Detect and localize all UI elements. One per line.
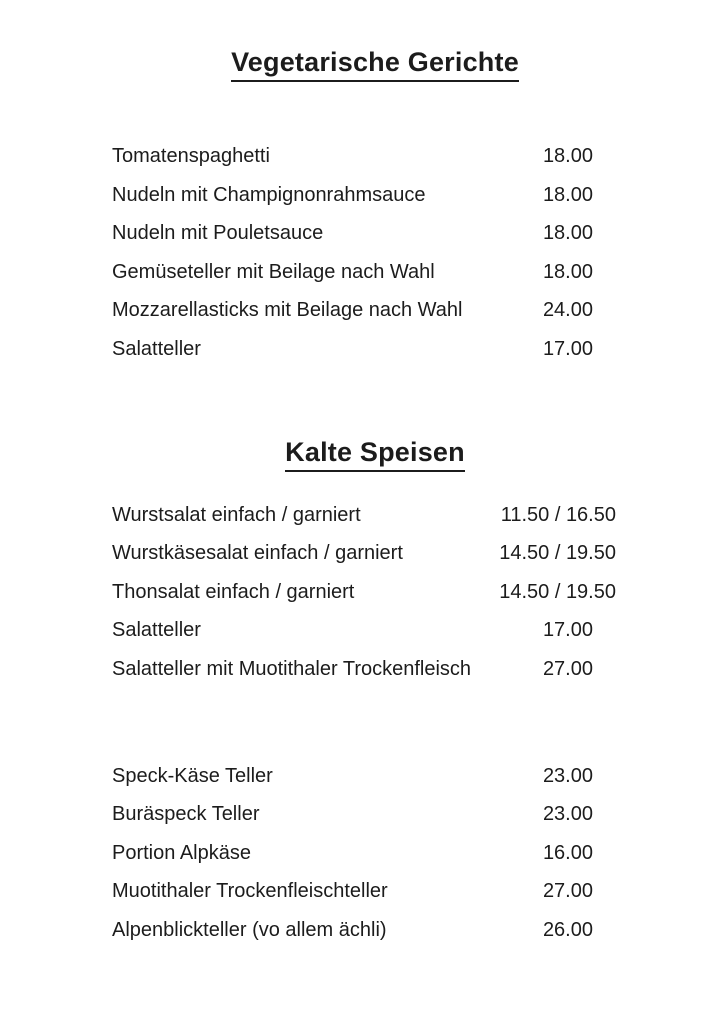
menu-items-vegetarische (112, 137, 638, 369)
section-title-text: Kalte Speisen (285, 437, 465, 472)
menu-item-row (112, 911, 638, 950)
item-price: 18.00 (542, 260, 593, 283)
menu-item-row (112, 330, 638, 369)
menu-items-kalte-speisen-teller (112, 757, 638, 950)
item-name: Speck-Käse Teller (112, 764, 273, 787)
menu-item-row (112, 795, 638, 834)
section-kalte-speisen (112, 432, 638, 950)
item-price: 14.50 / 19.50 (499, 542, 616, 565)
menu-item-row (112, 573, 638, 612)
item-name: Thonsalat einfach / garniert (112, 580, 355, 603)
item-price: 24.00 (542, 299, 593, 322)
item-name: Buräspeck Teller (112, 803, 260, 826)
menu-item-row (112, 872, 638, 911)
item-price: 18.00 (542, 222, 593, 245)
section-vegetarische-gerichte (112, 42, 638, 369)
menu-item-row (112, 291, 638, 330)
menu-item-row (112, 214, 638, 253)
item-name: Portion Alpkäse (112, 841, 251, 864)
item-price: 18.00 (542, 145, 593, 167)
menu-item-row (112, 496, 638, 535)
menu-item-row (112, 137, 638, 176)
menu-item-row (112, 611, 638, 650)
item-name: Tomatenspaghetti (112, 145, 270, 167)
item-price: 27.00 (542, 880, 593, 903)
item-name: Gemüseteller mit Beilage nach Wahl (112, 260, 435, 283)
item-name: Muotithaler Trockenfleischteller (112, 880, 388, 903)
item-name: Nudeln mit Champignonrahmsauce (112, 183, 426, 206)
item-price: 26.00 (542, 918, 593, 941)
section-title-vegetarische-gerichte (112, 42, 638, 82)
item-price: 14.50 / 19.50 (499, 580, 616, 603)
menu-item-row (112, 534, 638, 573)
item-price: 17.00 (542, 337, 593, 360)
item-name: Salatteller (112, 337, 201, 360)
menu-item-row (112, 650, 638, 689)
menu-item-row (112, 253, 638, 292)
item-name: Salatteller (112, 619, 201, 642)
item-price: 16.00 (542, 841, 593, 864)
item-price: 18.00 (542, 183, 593, 206)
item-name: Mozzarellasticks mit Beilage nach Wahl (112, 299, 463, 322)
section-title-text: Vegetarische Gerichte (231, 47, 519, 82)
item-name: Wurstkäsesalat einfach / garniert (112, 542, 403, 565)
menu-item-row (112, 176, 638, 215)
menu-items-kalte-speisen-salate (112, 496, 638, 689)
item-price: 23.00 (542, 764, 593, 787)
item-name: Wurstsalat einfach / garniert (112, 503, 361, 526)
item-name: Alpenblickteller (vo allem ächli) (112, 918, 387, 941)
menu-item-row (112, 834, 638, 873)
item-name: Salatteller mit Muotithaler Trockenfleisch (112, 657, 472, 680)
menu-item-row (112, 757, 638, 796)
item-name: Nudeln mit Pouletsauce (112, 222, 324, 245)
item-price: 11.50 / 16.50 (500, 503, 616, 526)
item-price: 27.00 (542, 657, 593, 680)
item-price: 17.00 (542, 619, 593, 642)
section-title-kalte-speisen (112, 432, 638, 472)
item-price: 23.00 (542, 803, 593, 826)
